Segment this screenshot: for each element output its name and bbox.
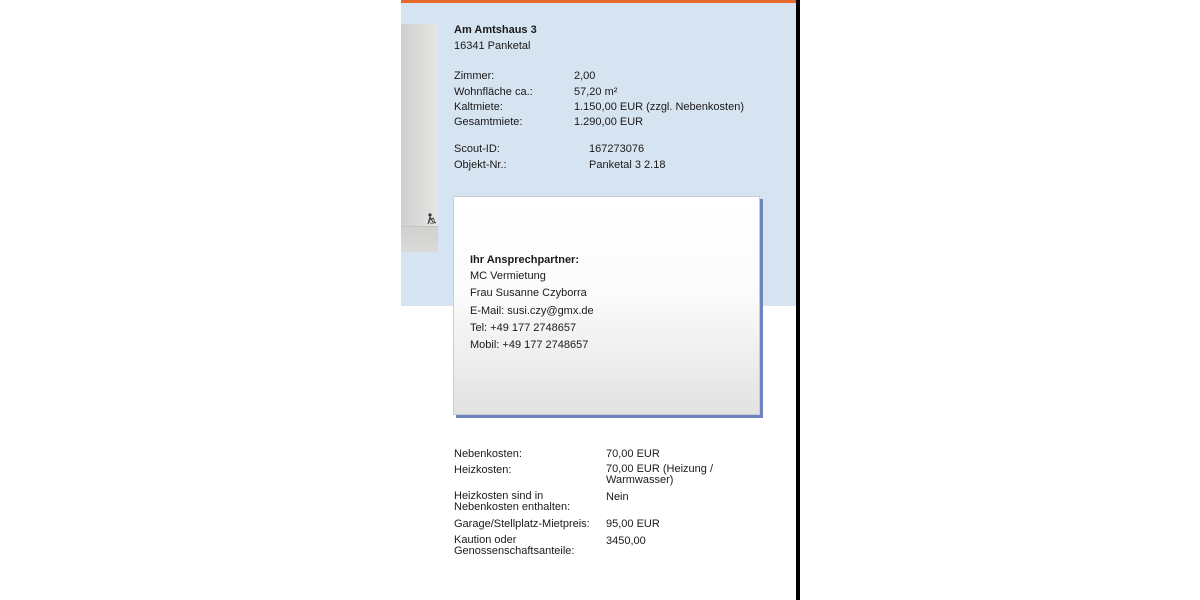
- id-label-objekt: Objekt-Nr.:: [454, 159, 507, 171]
- cost-value-heizkosten-enthalten: Nein: [606, 491, 629, 503]
- cost-label-heizkosten-enthalten: Heizkosten sind in Nebenkosten enthalten:: [454, 490, 571, 513]
- fact-value-kaltmiete: 1.150,00 EUR (zzgl. Nebenkosten): [574, 101, 744, 113]
- fact-label-zimmer: Zimmer:: [454, 70, 495, 82]
- cost-label-heizkosten: Heizkosten:: [454, 464, 512, 476]
- contact-email[interactable]: E-Mail: susi.czy@gmx.de: [470, 305, 594, 317]
- cost-value-heizkosten: 70,00 EUR (Heizung / Warmwasser): [606, 463, 713, 486]
- id-value-objekt: Panketal 3 2.18: [589, 159, 666, 171]
- contact-tel[interactable]: Tel: +49 177 2748657: [470, 322, 577, 334]
- fact-value-zimmer: 2,00: [574, 70, 596, 82]
- fact-label-gesamtmiete: Gesamtmiete:: [454, 116, 523, 128]
- address-city: 16341 Panketal: [454, 40, 531, 52]
- id-label-scout: Scout-ID:: [454, 143, 500, 155]
- cost-value-nebenkosten: 70,00 EUR: [606, 448, 660, 460]
- fact-label-wohnflaeche: Wohnfläche ca.:: [454, 86, 533, 98]
- address-street: Am Amtshaus 3: [454, 24, 537, 36]
- fact-label-kaltmiete: Kaltmiete:: [454, 101, 503, 113]
- cost-label-garage: Garage/Stellplatz-Mietpreis:: [454, 518, 590, 530]
- id-value-scout: 167273076: [589, 143, 645, 155]
- contact-person: Frau Susanne Czyborra: [470, 287, 587, 299]
- fact-value-gesamtmiete: 1.290,00 EUR: [574, 116, 644, 128]
- cost-value-kaution: 3450,00: [606, 535, 646, 547]
- contact-mobil[interactable]: Mobil: +49 177 2748657: [470, 339, 589, 351]
- photo-object-icon: [425, 212, 437, 226]
- cost-value-garage: 95,00 EUR: [606, 518, 660, 530]
- photo-floor: [401, 226, 438, 252]
- cost-label-kaution: Kaution oder Genossenschaftsanteile:: [454, 534, 575, 557]
- contact-company: MC Vermietung: [470, 270, 546, 282]
- contact-heading: Ihr Ansprechpartner:: [470, 254, 580, 266]
- viewport-edge: [796, 0, 800, 600]
- property-photo-thumbnail[interactable]: [401, 24, 438, 252]
- cost-label-nebenkosten: Nebenkosten:: [454, 448, 522, 460]
- fact-value-wohnflaeche: 57,20 m²: [574, 86, 618, 98]
